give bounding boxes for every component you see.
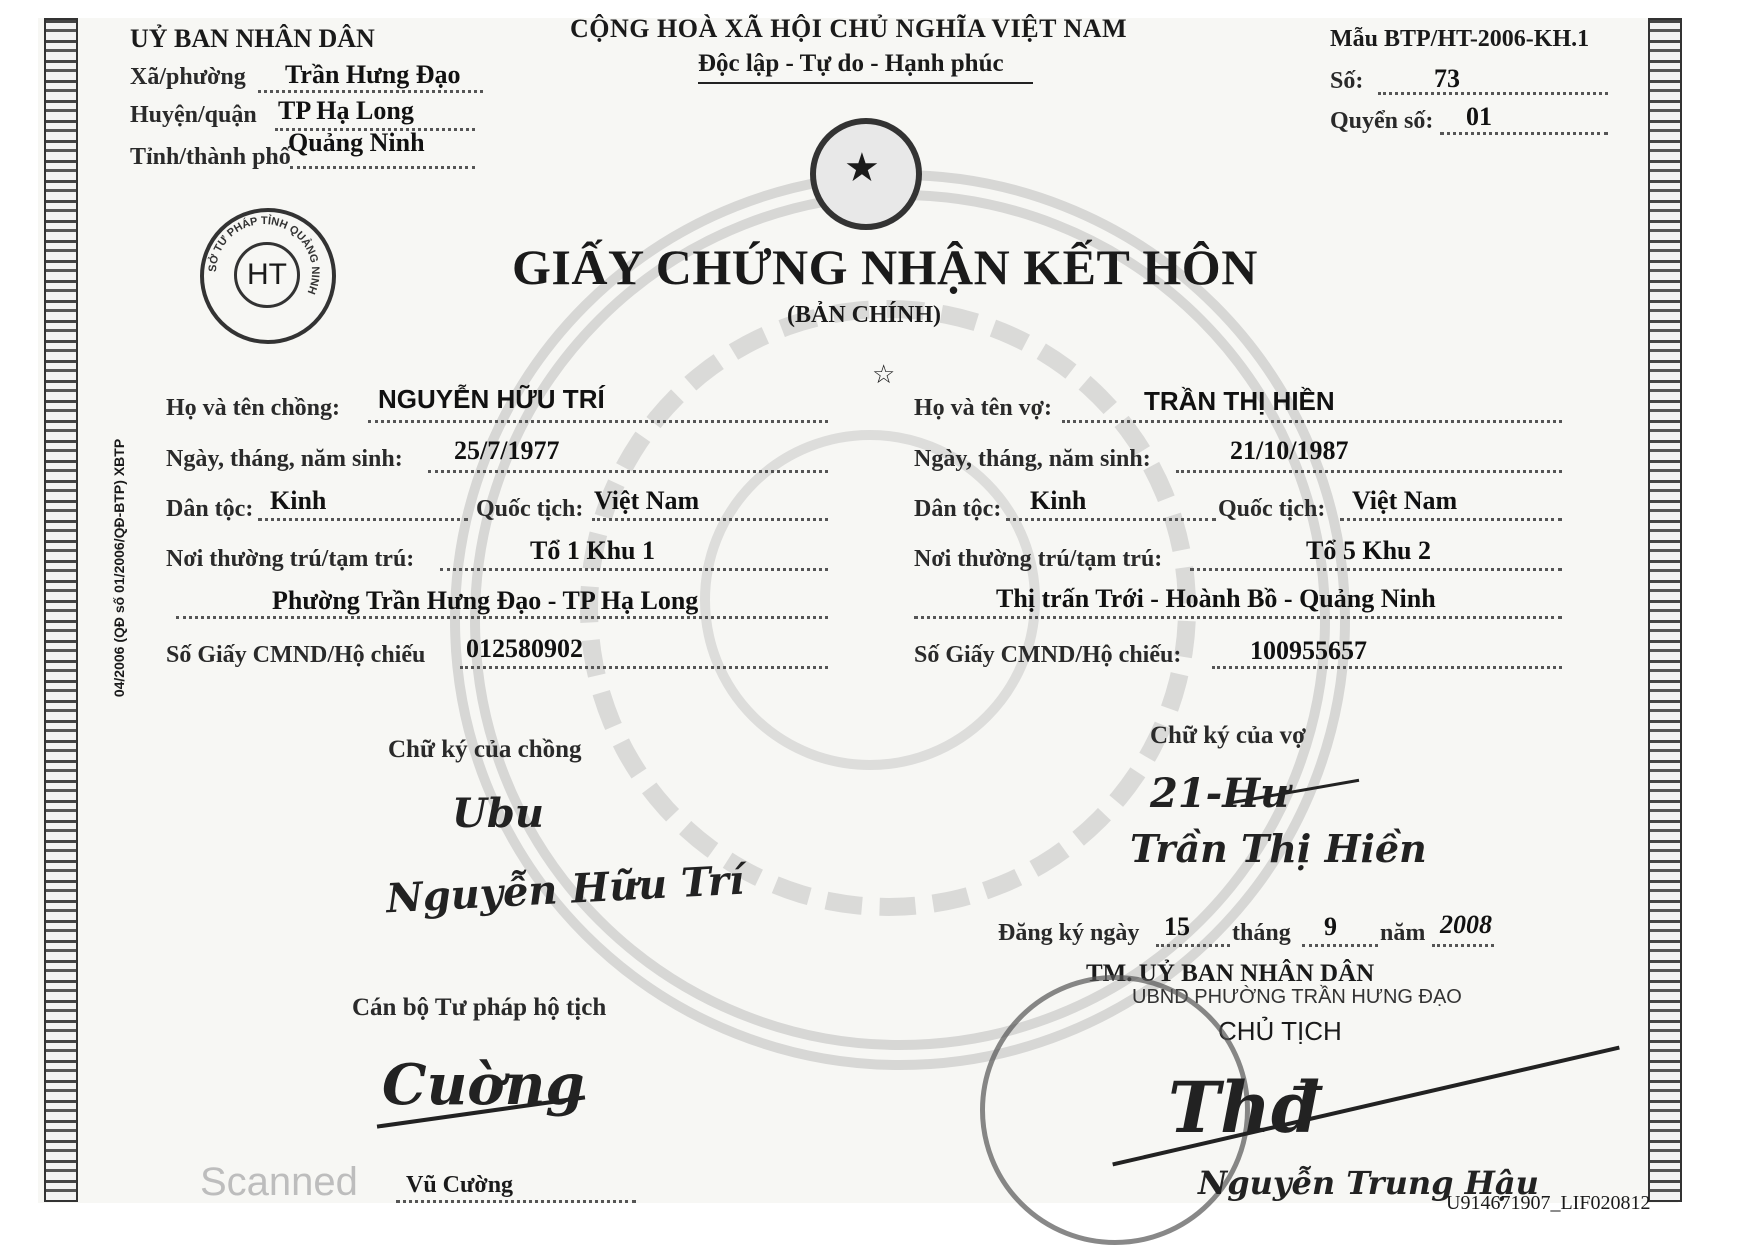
motto-underline bbox=[698, 82, 1033, 84]
seal-text: UBND PHƯỜNG TRẦN HƯNG ĐẠO bbox=[1132, 986, 1462, 1008]
husband-ethnicity-label: Dân tộc: bbox=[166, 496, 254, 522]
province-value: Quảng Ninh bbox=[288, 128, 425, 157]
number-value: 73 bbox=[1434, 64, 1460, 93]
district-value: TP Hạ Long bbox=[278, 96, 414, 125]
registration-year-label: năm bbox=[1380, 920, 1426, 946]
wife-residence-line1: Tổ 5 Khu 2 bbox=[1306, 536, 1431, 565]
chairman-title: CHỦ TỊCH bbox=[1218, 1016, 1342, 1046]
husband-signature-label: Chữ ký của chồng bbox=[388, 736, 582, 763]
wife-dob-label: Ngày, tháng, năm sinh: bbox=[914, 446, 1151, 472]
national-emblem bbox=[810, 118, 922, 230]
wife-residence-label: Nơi thường trú/tạm trú: bbox=[914, 546, 1163, 572]
number-label: Số: bbox=[1330, 68, 1364, 94]
side-note: 04/2006 (QĐ số 01/2006/QĐ-BTP) XBTP bbox=[111, 438, 128, 698]
document-subtitle: (BẢN CHÍNH) bbox=[787, 302, 941, 328]
registration-month-label: tháng bbox=[1232, 920, 1291, 946]
husband-id-label: Số Giấy CMND/Hộ chiếu bbox=[166, 642, 426, 668]
clerk-label: Cán bộ Tư pháp hộ tịch bbox=[352, 994, 607, 1021]
ht-stamp-ring bbox=[200, 208, 328, 336]
husband-name-label: Họ và tên chồng: bbox=[166, 395, 340, 421]
husband-dob-label: Ngày, tháng, năm sinh: bbox=[166, 446, 403, 472]
husband-handwritten-name: Nguyễn Hữu Trí bbox=[385, 856, 746, 923]
wife-id: 100955657 bbox=[1250, 636, 1367, 665]
husband-signature-mark: Ubu bbox=[452, 790, 544, 837]
husband-residence-label: Nơi thường trú/tạm trú: bbox=[166, 546, 415, 572]
right-ornamental-border bbox=[1648, 18, 1682, 1202]
ward-label: Xã/phường bbox=[130, 64, 246, 90]
husband-ethnicity: Kinh bbox=[270, 486, 327, 515]
husband-residence-line2: Phường Trần Hưng Đạo - TP Hạ Long bbox=[272, 586, 699, 615]
husband-residence-line1: Tổ 1 Khu 1 bbox=[530, 536, 655, 565]
authority-line: TM. UỶ BAN NHÂN DÂN bbox=[1086, 960, 1375, 987]
husband-name: NGUYỄN HỮU TRÍ bbox=[378, 384, 605, 414]
registration-month: 9 bbox=[1324, 912, 1337, 941]
wife-signature-mark: 21-Hư bbox=[1150, 770, 1290, 817]
decor-star-icon: ☆ bbox=[872, 360, 896, 389]
document-id: U914671907_LIF020812 bbox=[1446, 1192, 1651, 1214]
registration-date-prefix: Đăng ký ngày bbox=[998, 920, 1140, 946]
ht-stamp-center: HT bbox=[234, 242, 300, 308]
wife-ethnicity-label: Dân tộc: bbox=[914, 496, 1002, 522]
ht-stamp bbox=[200, 208, 336, 344]
husband-dob: 25/7/1977 bbox=[454, 436, 560, 465]
svg-text:SỞ TƯ PHÁP TỈNH QUẢNG NINH: SỞ TƯ PHÁP TỈNH QUẢNG NINH bbox=[206, 214, 322, 296]
authority-heading: UỶ BAN NHÂN DÂN bbox=[130, 24, 375, 53]
wife-id-label: Số Giấy CMND/Hộ chiếu: bbox=[914, 642, 1182, 668]
left-ornamental-border bbox=[44, 18, 78, 1202]
chairman-name: Nguyễn Trung Hậu bbox=[1198, 1164, 1539, 1202]
motto: Độc lập - Tự do - Hạnh phúc bbox=[698, 50, 1004, 77]
clerk-name: Vũ Cường bbox=[406, 1172, 514, 1198]
scanned-watermark: Scanned bbox=[200, 1160, 358, 1204]
district-label: Huyện/quận bbox=[130, 102, 257, 128]
wife-name-label: Họ và tên vợ: bbox=[914, 395, 1052, 421]
wife-dob: 21/10/1987 bbox=[1230, 436, 1349, 465]
republic-heading: CỘNG HOÀ XÃ HỘI CHỦ NGHĨA VIỆT NAM bbox=[570, 14, 1128, 43]
chairman-signature-mark: Thđ bbox=[1168, 1066, 1320, 1149]
ward-value: Trần Hưng Đạo bbox=[285, 60, 461, 89]
book-label: Quyển số: bbox=[1330, 108, 1434, 134]
wife-ethnicity: Kinh bbox=[1030, 486, 1087, 515]
book-value: 01 bbox=[1466, 102, 1492, 131]
registration-day: 15 bbox=[1164, 912, 1190, 941]
wife-nationality-label: Quốc tịch: bbox=[1218, 496, 1326, 522]
drum-watermark-inner bbox=[700, 430, 1040, 770]
husband-id: 012580902 bbox=[466, 634, 583, 663]
wife-nationality: Việt Nam bbox=[1352, 486, 1458, 515]
clerk-signature-mark: Cuờng bbox=[382, 1052, 585, 1118]
wife-residence-line2: Thị trấn Trới - Hoành Bồ - Quảng Ninh bbox=[996, 584, 1436, 613]
form-code: Mẫu BTP/HT-2006-KH.1 bbox=[1330, 26, 1590, 52]
document-title: GIẤY CHỨNG NHẬN KẾT HÔN bbox=[512, 239, 1258, 295]
star-icon: ★ bbox=[844, 145, 880, 190]
wife-signature-label: Chữ ký của vợ bbox=[1150, 722, 1306, 749]
husband-nationality: Việt Nam bbox=[594, 486, 700, 515]
province-label: Tỉnh/thành phố bbox=[130, 144, 291, 170]
wife-handwritten-name: Trần Thị Hiền bbox=[1130, 826, 1427, 871]
wife-name: TRẦN THỊ HIỀN bbox=[1144, 386, 1335, 416]
registration-year: 2008 bbox=[1440, 910, 1492, 939]
husband-nationality-label: Quốc tịch: bbox=[476, 496, 584, 522]
